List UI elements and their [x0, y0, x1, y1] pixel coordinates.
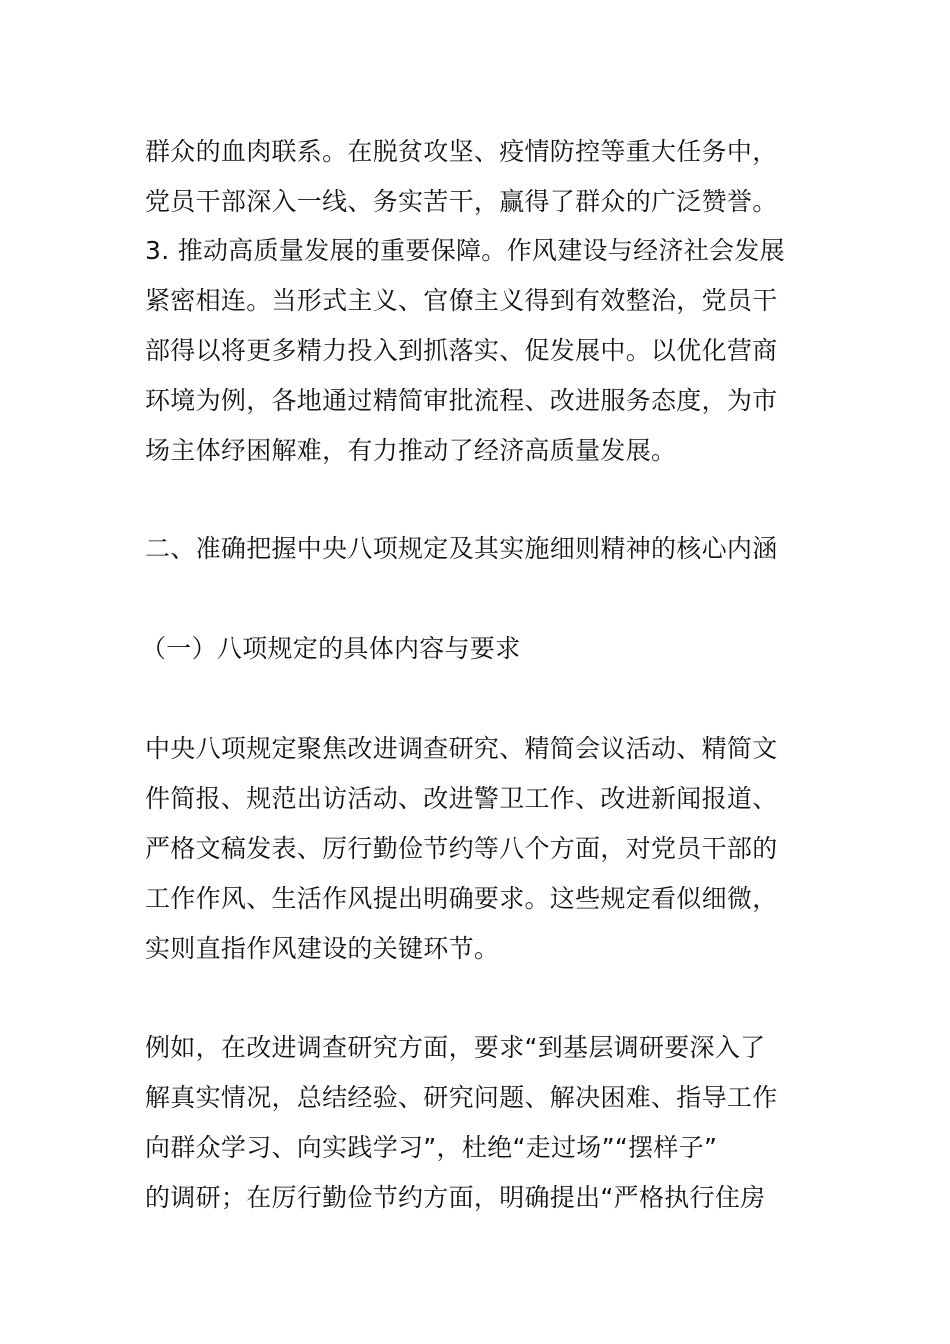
paragraph-line: 群众的血肉联系。在脱贫攻坚、疫情防控等重大任务中，: [145, 137, 778, 166]
paragraph-line: 党员干部深入一线、务实苦干，赢得了群众的广泛赞誉。: [145, 187, 778, 216]
paragraph-line: 解真实情况，总结经验、研究问题、解决困难、指导工作: [145, 1083, 778, 1112]
paragraph-line: 3. 推动高质量发展的重要保障。作风建设与经济社会发展: [145, 236, 785, 265]
paragraph-line: 工作作风、生活作风提出明确要求。这些规定看似细微，: [145, 884, 778, 913]
paragraph-line: 的调研；在厉行勤俭节约方面，明确提出“严格执行住房: [145, 1183, 766, 1212]
paragraph-line: 紧密相连。当形式主义、官僚主义得到有效整治，党员干: [145, 286, 778, 315]
paragraph-line: 例如，在改进调查研究方面，要求“到基层调研要深入了: [145, 1033, 766, 1062]
paragraph-line: 严格文稿发表、厉行勤俭节约等八个方面，对党员干部的: [145, 834, 778, 863]
paragraph-line: 件简报、规范出访活动、改进警卫工作、改进新闻报道、: [145, 784, 778, 813]
paragraph-line: 场主体纾困解难，有力推动了经济高质量发展。: [145, 436, 677, 465]
paragraph-line: 中央八项规定聚焦改进调查研究、精简会议活动、精简文: [145, 734, 778, 763]
subsection-heading: （一）八项规定的具体内容与要求: [141, 634, 521, 663]
paragraph-line: 向群众学习、向实践学习”，杜绝“走过场”“摆样子”: [145, 1133, 718, 1162]
paragraph-line: 部得以将更多精力投入到抓落实、促发展中。以优化营商: [145, 336, 778, 365]
paragraph-line: 环境为例，各地通过精简审批流程、改进服务态度，为市: [145, 386, 778, 415]
section-heading: 二、准确把握中央八项规定及其实施细则精神的核心内涵: [145, 534, 778, 563]
paragraph-line: 实则直指作风建设的关键环节。: [145, 934, 500, 963]
